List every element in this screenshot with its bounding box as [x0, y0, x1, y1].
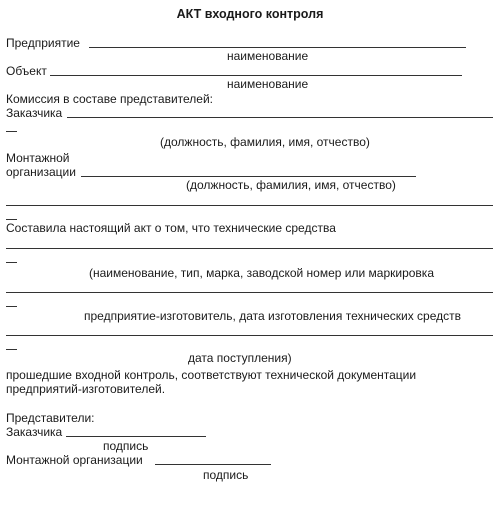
- customer-line-continuation: [6, 131, 17, 132]
- enterprise-label: Предприятие: [6, 36, 80, 50]
- installer-label-2: организации: [6, 165, 76, 179]
- customer-label: Заказчика: [6, 106, 63, 120]
- conclusion-line-1: прошедшие входной контроль, соответствуют технической документации: [6, 368, 417, 382]
- representatives-label: Представители:: [6, 411, 95, 425]
- equipment-line-3: [6, 335, 493, 336]
- enterprise-line: [89, 47, 466, 48]
- object-line: [50, 75, 462, 76]
- equipment-line-1: [6, 248, 493, 249]
- object-label: Объект: [6, 64, 47, 78]
- equipment-line-3-continuation: [6, 349, 17, 350]
- document-title: АКТ входного контроля: [176, 7, 324, 21]
- commission-label: Комиссия в составе представителей:: [6, 92, 213, 106]
- customer-line: [67, 117, 493, 118]
- installer-label-1: Монтажной: [6, 151, 70, 165]
- installer-line: [81, 176, 416, 177]
- signature-customer-line: [66, 436, 206, 437]
- equipment-caption-manufacturer: предприятие-изготовитель, дата изготовления технических средств: [84, 309, 461, 323]
- installer-line-continuation: [6, 219, 17, 220]
- installer-line-2: [6, 205, 493, 206]
- installer-caption: (должность, фамилия, имя, отчество): [186, 178, 396, 192]
- conclusion-line-2: предприятий-изготовителей.: [6, 382, 166, 396]
- signature-installer-caption: подпись: [203, 468, 249, 482]
- signature-customer-label: Заказчика: [6, 425, 63, 439]
- equipment-line-1-continuation: [6, 262, 17, 263]
- object-caption: наименование: [227, 77, 309, 91]
- customer-caption: (должность, фамилия, имя, отчество): [160, 135, 370, 149]
- equipment-caption-date: дата поступления): [188, 351, 292, 365]
- signature-installer-line: [155, 464, 271, 465]
- signature-installer-label: Монтажной организации: [6, 453, 143, 467]
- equipment-line-2-continuation: [6, 306, 17, 307]
- statement-text: Составила настоящий акт о том, что технические средства: [6, 221, 336, 235]
- equipment-line-2: [6, 292, 493, 293]
- enterprise-caption: наименование: [227, 49, 309, 63]
- signature-customer-caption: подпись: [103, 439, 149, 453]
- equipment-caption-name: (наименование, тип, марка, заводской номер или маркировка: [89, 266, 434, 280]
